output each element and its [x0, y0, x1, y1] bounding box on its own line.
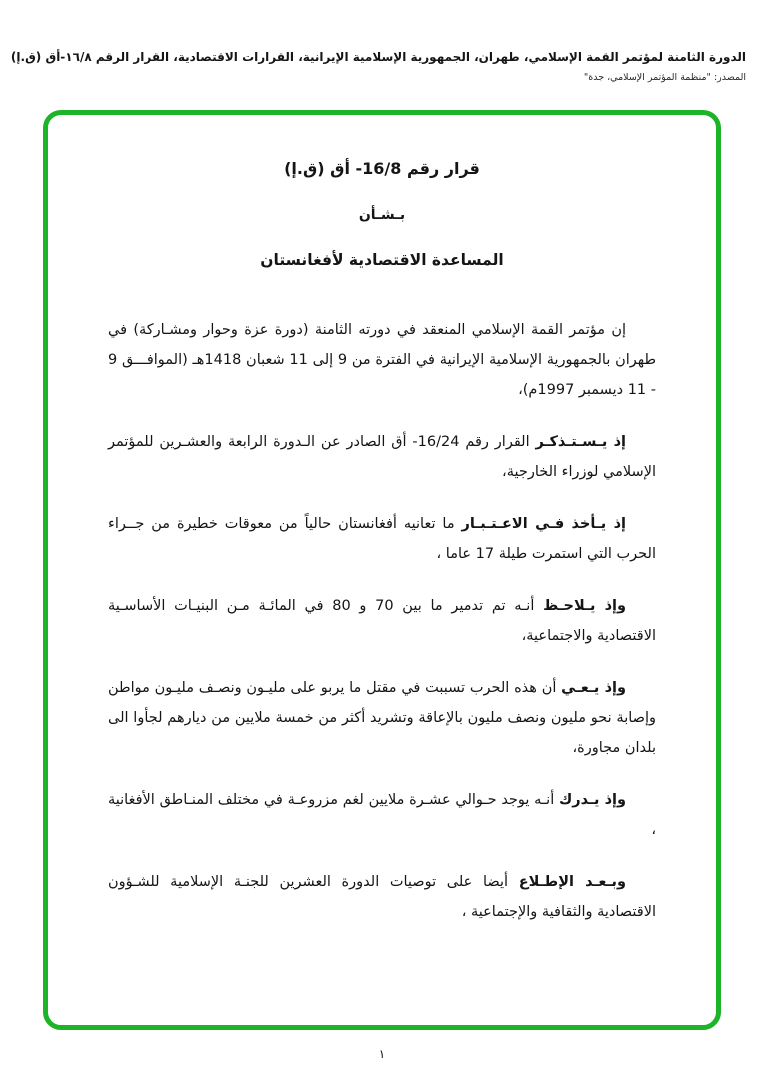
- clause-lead: وبـعـد الإطـلاع: [518, 874, 626, 890]
- resolution-clause: [108, 673, 656, 763]
- header-citation-line: الدورة الثامنة لمؤتمر القمة الإسلامي، طهران، الجمهورية الإسلامية الإيرانية، القرارات الاقتصادية، القرار الرقم ١٦/٨-أق (ق.إ): [10, 50, 746, 64]
- paragraph-text: ما تعانيه أفغانستان حالياً من معوقات خطيرة من جــراء الحرب التي استمرت طيلة 17 عاما ،: [108, 516, 656, 562]
- paragraph-text: القرار رقم 16/24- أق الصادر عن الـدورة الرابعة والعشـرين للمؤتمر الإسلامي لوزراء الخارجية،: [108, 434, 656, 480]
- clause-lead: وإذ يـلاحـظ: [543, 598, 626, 614]
- resolution-number-title: قرار رقم 16/8- أق (ق.إ): [284, 159, 480, 178]
- document-header: [0, 0, 764, 84]
- resolution-body: [108, 315, 656, 927]
- source-value: "منظمة المؤتمر الإسلامي، جدة": [583, 72, 711, 83]
- preamble-paragraph: [108, 315, 656, 405]
- clause-lead: إذ يـأخذ فـي الاعـتـبـار: [461, 516, 626, 532]
- source-label: المصدر:: [713, 72, 746, 83]
- clause-lead: وإذ يـدرك: [559, 792, 627, 808]
- page-footer: [0, 1046, 764, 1062]
- clause-lead: إذ يـسـتـذكـر: [535, 434, 627, 450]
- paragraph-text: أنـه يوجد حـوالي عشـرة ملايين لغم مزروعـة في مختلف المنـاطق الأفغانية ،: [108, 792, 656, 838]
- paragraph-text: أيضا على توصيات الدورة العشرين للجنـة الإسلامية للشـؤون الاقتصادية والثقافية والإجتماعية ،: [108, 874, 656, 920]
- paragraph-text: أنـه تم تدمير ما بين 70 و 80 في المائـة مـن البنيـات الأساسـية الاقتصادية والاجتماعية،: [108, 598, 656, 644]
- resolution-clause: [108, 785, 656, 845]
- header-source-line: [18, 71, 746, 84]
- resolution-clause: [108, 591, 656, 651]
- resolution-subject-title: المساعدة الاقتصادية لأفغانستان: [260, 251, 504, 269]
- paragraph-text: أن هذه الحرب تسببت في مقتل ما يربو على مليـون ونصـف مليـون مواطن وإصابة نحو مليون ونصف مليون بالإعاقة وتشريد أكثر من خمسة ملايين من ديارهم لجأوا الى بلدان مجاورة،: [108, 680, 656, 756]
- resolution-clause: [108, 427, 656, 487]
- page-number: ١: [378, 1047, 386, 1061]
- resolution-clause: [108, 509, 656, 569]
- resolution-clause: [108, 867, 656, 927]
- clause-lead: وإذ يـعـي: [561, 680, 627, 696]
- resolution-frame: [43, 110, 721, 1030]
- regarding-label: بـشـأن: [358, 207, 406, 223]
- paragraph-text: إن مؤتمر القمة الإسلامي المنعقد في دورته الثامنة (دورة عزة وحوار ومشـاركة) في طهران بالجمهورية الإسلامية الإيرانية في الفترة من 9 إلى 11 شعبان 1418هـ (الموافـــق 9 - 11 ديسمبر 1997م)،: [108, 322, 656, 398]
